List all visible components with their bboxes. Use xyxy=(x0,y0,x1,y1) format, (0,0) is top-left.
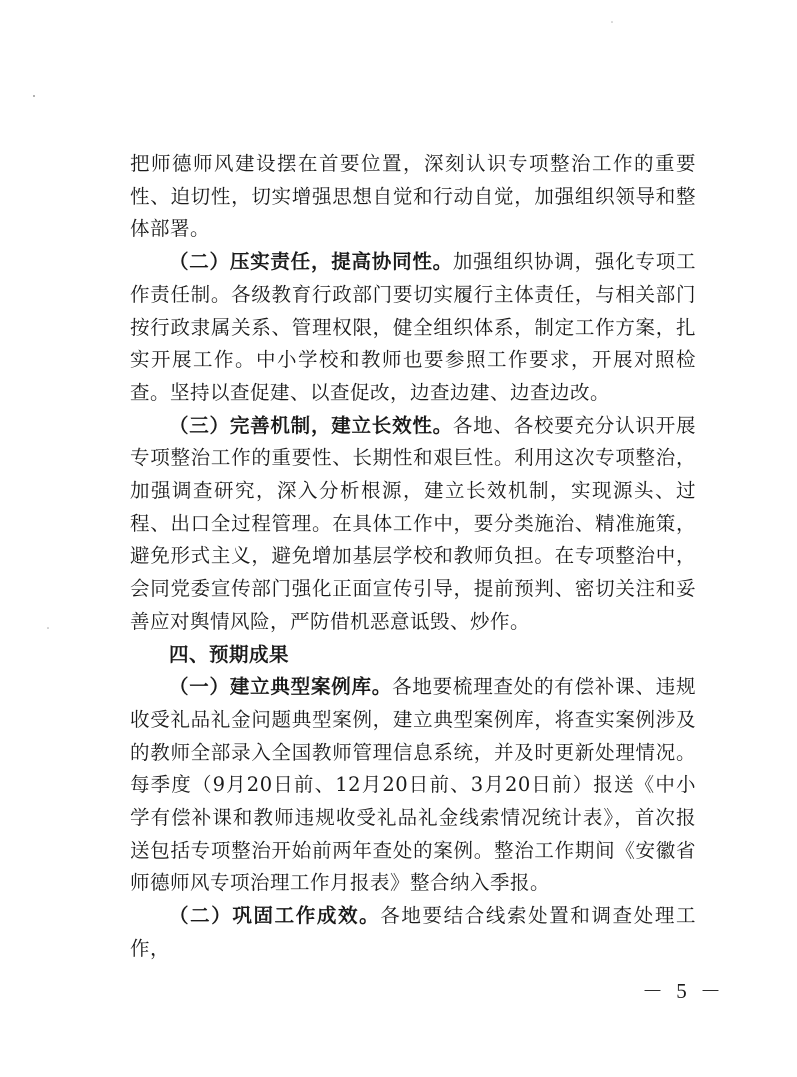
section-heading xyxy=(130,639,696,672)
scan-speck xyxy=(47,627,49,629)
section-lead: （一）建立典型案例库。 xyxy=(169,675,393,699)
scan-speck xyxy=(611,21,613,23)
paragraph-text: 把师德师风建设摆在首要位置，深刻认识专项整治工作的重要性、迫切性，切实增强思想自觉和行动自觉，加强组织领导和整体部署。 xyxy=(130,152,696,241)
paragraph-text: 加强组织协调，强化专项工作责任制。各级教育行政部门要切实履行主体责任，与相关部门按行政隶属关系、管理权限，健全组织体系，制定工作方案，扎实开展工作。中小学校和教师也要参照工作要求，开展对照检查。坚持以查促建、以查促改，边查边建、边查边改。 xyxy=(130,250,696,404)
paragraph-continuation xyxy=(130,148,696,246)
paragraph-text: 各地要结合线索处置和调查处理工作， xyxy=(130,904,696,960)
section-lead: （二）巩固工作成效。 xyxy=(169,904,381,928)
paragraph-mechanism xyxy=(130,410,696,639)
heading-text: 四、预期成果 xyxy=(169,642,290,666)
page-number: － 5 － xyxy=(642,979,725,1003)
scan-speck xyxy=(33,95,35,97)
paragraph-text: 各地、各校要充分认识开展专项整治工作的重要性、长期性和艰巨性。利用这次专项整治，加强调查研究，深入分析根源，建立长效机制，实现源头、过程、出口全过程管理。在具体工作中，要分类施治、精准施策，避免形式主义，避免增加基层学校和教师负担。在专项整治中，会同党委宣传部门强化正面宣传引导，提前预判、密切关注和妥善应对舆情风险，严防借机恶意诋毁、炒作。 xyxy=(130,413,696,633)
section-lead: （三）完善机制，建立长效性。 xyxy=(169,413,453,437)
section-lead: （二）压实责任，提高协同性。 xyxy=(169,250,453,274)
paragraph-case-library xyxy=(130,671,696,900)
paragraph-text: 各地要梳理查处的有偿补课、违规收受礼品礼金问题典型案例，建立典型案例库，将查实案例涉及的教师全部录入全国教师管理信息系统，并及时更新处理情况。每季度（9月20日前、12月20日前、3月20日前）报送《中小学有偿补课和教师违规收受礼品礼金线索情况统计表》，首次报送包括专项整治开始前两年查处的案例。整治工作期间《安徽省师德师风专项治理工作月报表》整合纳入季报。 xyxy=(130,675,696,895)
paragraph-responsibility xyxy=(130,246,696,410)
document-body xyxy=(130,148,696,966)
paragraph-consolidate xyxy=(130,900,696,965)
